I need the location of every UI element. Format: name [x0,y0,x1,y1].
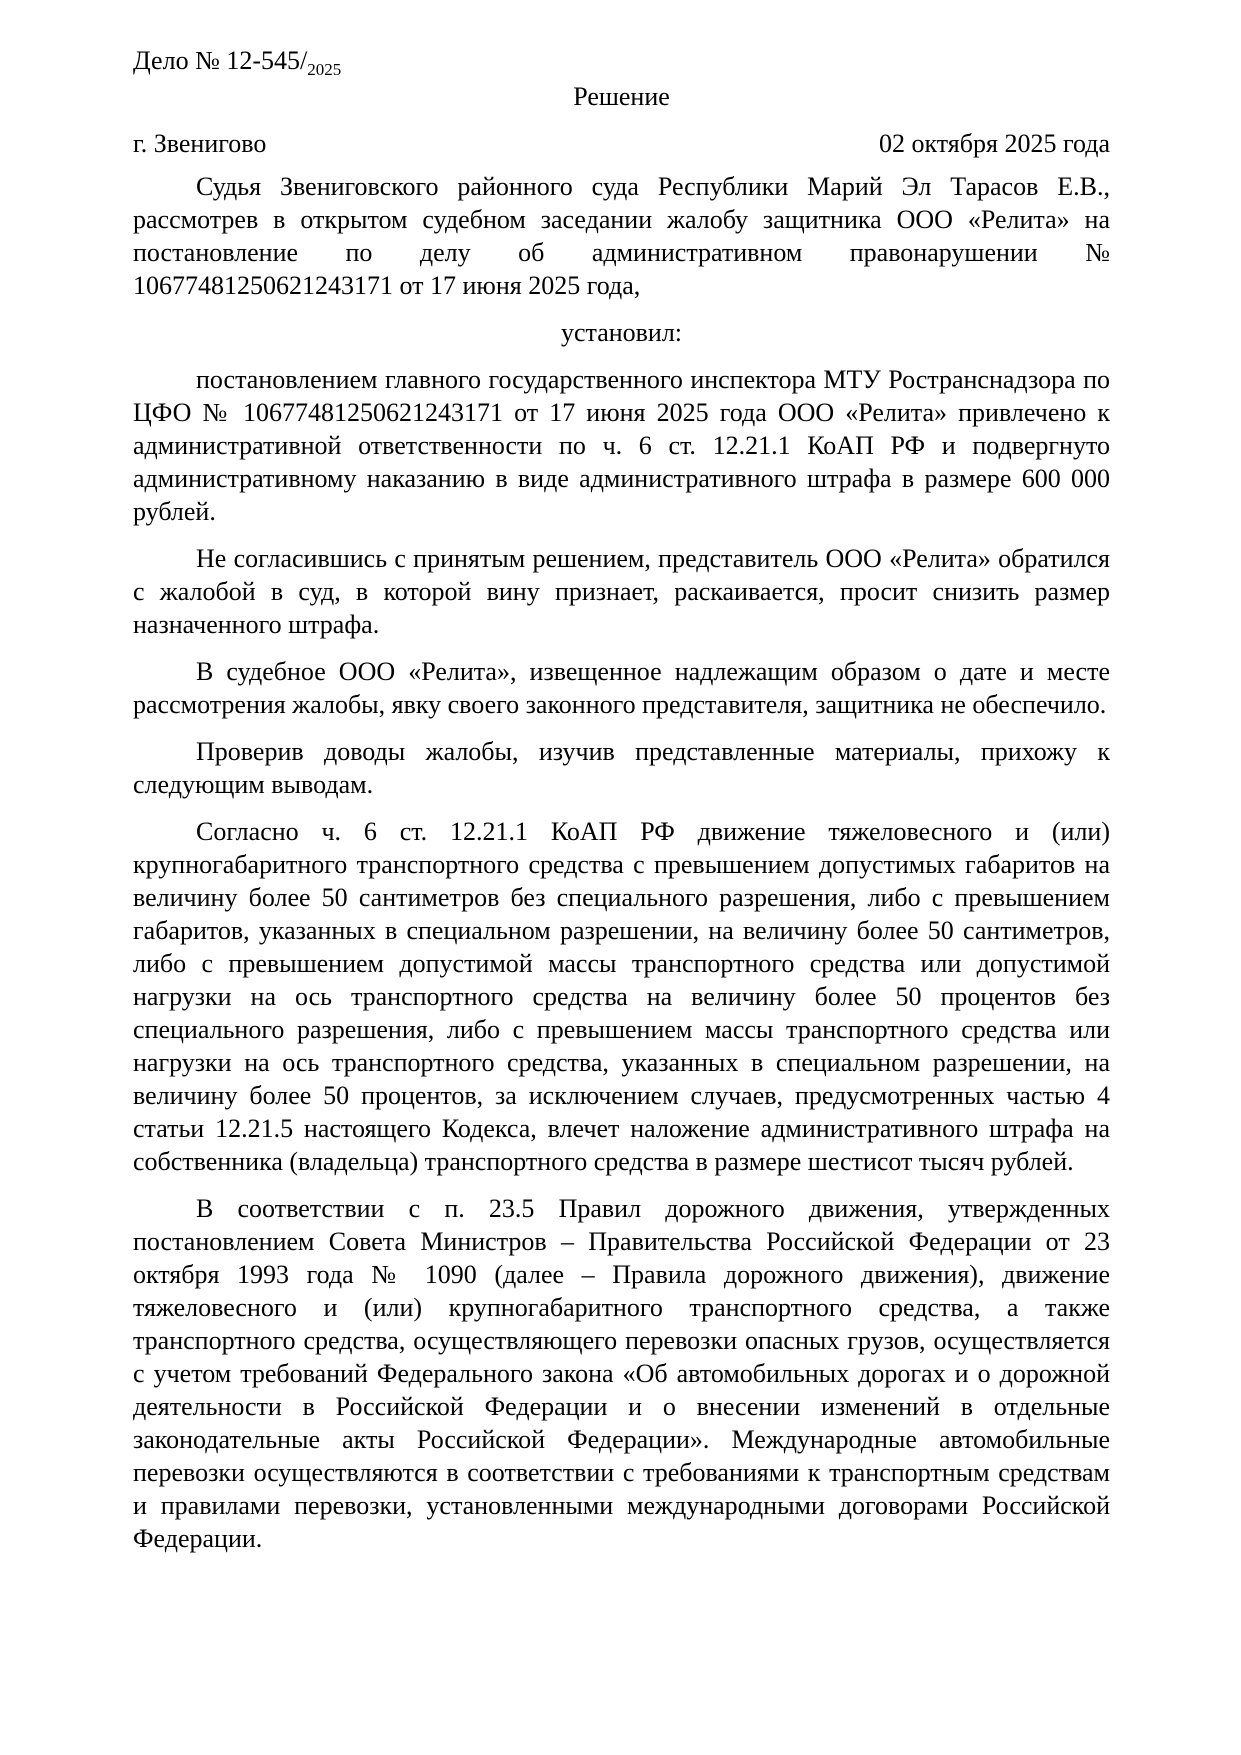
body-paragraph: постановлением главного государственного инспектора МТУ Ространснадзора по ЦФО № 10677481250621243171 от 17 июня 2025 года ООО «Релита» привлечено к административной ответственности по ч. 6 ст. 12.21.1 КоАП РФ и подвергнуто административному наказанию в виде административного штрафа в размере 600 000 рублей. [133,365,1110,526]
body-paragraph: Проверив доводы жалобы, изучив представленные материалы, прихожу к следующим выводам. [133,737,1110,799]
body-paragraph: В судебное ООО «Релита», извещенное надлежащим образом о дате и месте рассмотрения жалобы, явку своего законного представителя, защитника не обеспечило. [133,657,1110,719]
case-number [133,44,1110,77]
body-paragraph: Согласно ч. 6 ст. 12.21.1 КоАП РФ движение тяжеловесного и (или) крупногабаритного транспортного средства с превышением допустимых габаритов на величину более 50 сантиметров без специального разрешения, либо с превышением габаритов, указанных в специальном разрешении, на величину более 50 сантиметров, либо с превышением допустимой массы транспортного средства или допустимой нагрузки на ось транспортного средства на величину более 50 процентов без специального разрешения, либо с превышением массы транспортного средства или нагрузки на ось транспортного средства, указанных в специальном разрешении, на величину более 50 процентов, за исключением случаев, предусмотренных частью 4 статьи 12.21.5 настоящего Кодекса, влечет наложение административного штрафа на собственника (владельца) транспортного средства в размере шестисот тысяч рублей. [133,817,1110,1176]
body-paragraph: Не согласившись с принятым решением, представитель ООО «Релита» обратился с жалобой в суд, в которой вину признает, раскаивается, просит снизить размер назначенного штрафа. [133,544,1110,639]
decision-date: 02 октября 2025 года [879,129,1110,158]
intro-paragraph: Судья Звениговского районного суда Республики Марий Эл Тарасов Е.В., рассмотрев в открытом судебном заседании жалобу защитника ООО «Релита» на постановление по делу об административном правонарушении № 10677481250621243171 от 17 июня 2025 года, [133,172,1110,300]
case-number-year-subscript: 2025 [307,60,342,79]
body-paragraph: В соответствии с п. 23.5 Правил дорожного движения, утвержденных постановлением Совета Министров – Правительства Российской Федерации от 23 октября 1993 года № 1090 (далее – Правила дорожного движения), движение тяжеловесного и (или) крупногабаритного транспортного средства, а также транспортного средства, осуществляющего перевозки опасных грузов, осуществляется с учетом требований Федерального закона «Об автомобильных дорогах и о дорожной деятельности в Российской Федерации и о внесении изменений в отдельные законодательные акты Российской Федерации». Международные автомобильные перевозки осуществляются в соответствии с требованиями к транспортным средствам и правилами перевозки, установленными международными договорами Российской Федерации. [133,1194,1110,1553]
place-label: г. Звенигово [133,129,267,158]
established-heading: установил: [560,318,683,347]
document-title: Решение [573,82,670,111]
case-number-label: Дело № 12-545/ [133,46,308,75]
place-date-row [133,127,1110,160]
